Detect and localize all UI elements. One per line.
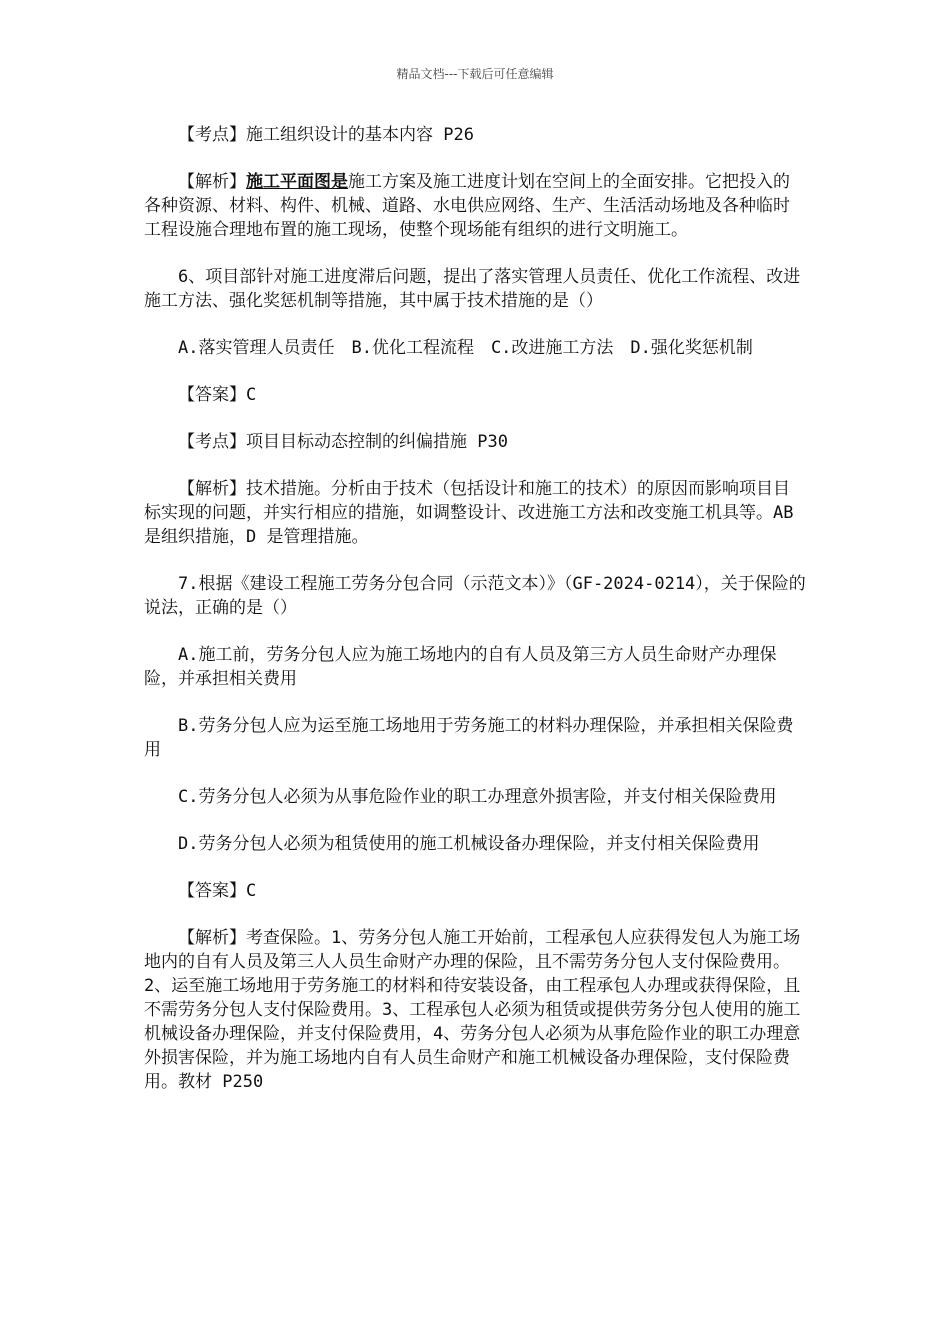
question-6: 6、项目部针对施工进度滞后问题，提出了落实管理人员责任、优化工作流程、改进施工方法、强化奖惩机制等措施，其中属于技术措施的是（） bbox=[144, 267, 801, 311]
answer-6: 【答案】C bbox=[178, 385, 257, 405]
question-7-option-b: B.劳务分包人应为运至施工场地用于劳务施工的材料办理保险，并承担相关保险费用 bbox=[144, 716, 794, 760]
jiexi-label: 【解析】 bbox=[178, 172, 246, 192]
question-7-option-c: C.劳务分包人必须为从事危险作业的职工办理意外损害险，并支付相关保险费用 bbox=[178, 787, 777, 807]
jiexi-paragraph-3: 【解析】考查保险。1、劳务分包人施工开始前，工程承包人应获得发包人为施工场地内的自有人员及第三人人员生命财产办理的保险，且不需劳务分包人支付保险费用。2、运至施工场地用于劳务施工的材料和待安装设备，由工程承包人办理或获得保险，且不需劳务分包人支付保险费用。3、工程承包人必须为租赁或提供劳务分包人使用的施工机械设备办理保险，并支付保险费用，4、劳务分包人必须为从事危险作业的职工办理意外损害保险，并为施工场地内自有人员生命财产和施工机械设备办理保险，支付保险费用。教材 P250 bbox=[144, 928, 801, 1092]
question-7: 7.根据《建设工程施工劳务分包合同（示范文本）》（GF-2024-0214），关于保险的说法，正确的是（） bbox=[144, 574, 806, 618]
kaodian-paragraph-1: 【考点】施工组织设计的基本内容 P26 bbox=[178, 125, 474, 145]
jiexi-text: 施工方案及施工进度计划在空间上的全面安排。它把投入的各种资源、材料、构件、机械、道路、水电供应网络、生产、生活活动场地及各种临时工程设施合理地布置的施工现场，使整个现场能有组织的进行文明施工。 bbox=[144, 172, 790, 240]
answer-7: 【答案】C bbox=[178, 881, 257, 901]
page-header: 精品文档---下载后可任意编辑 bbox=[396, 67, 554, 81]
jiexi-paragraph-2: 【解析】技术措施。分析由于技术（包括设计和施工的技术）的原因而影响项目目标实现的问题，并实行相应的措施，如调整设计、改进施工方法和改变施工机具等。AB 是组织措施，D 是管理措施。 bbox=[144, 479, 794, 547]
question-7-option-a: A.施工前，劳务分包人应为施工场地内的自有人员及第三方人员生命财产办理保险，并承担相关费用 bbox=[144, 645, 777, 689]
question-6-options: A.落实管理人员责任 B.优化工程流程 C.改进施工方法 D.强化奖惩机制 bbox=[178, 338, 753, 358]
document-body bbox=[144, 123, 806, 1117]
question-7-option-d: D.劳务分包人必须为租赁使用的施工机械设备办理保险，并支付相关保险费用 bbox=[178, 834, 760, 854]
kaodian-paragraph-2: 【考点】项目目标动态控制的纠偏措施 P30 bbox=[178, 432, 508, 452]
jiexi-paragraph-1 bbox=[144, 170, 806, 242]
key-term: 施工平面图是 bbox=[246, 172, 348, 192]
